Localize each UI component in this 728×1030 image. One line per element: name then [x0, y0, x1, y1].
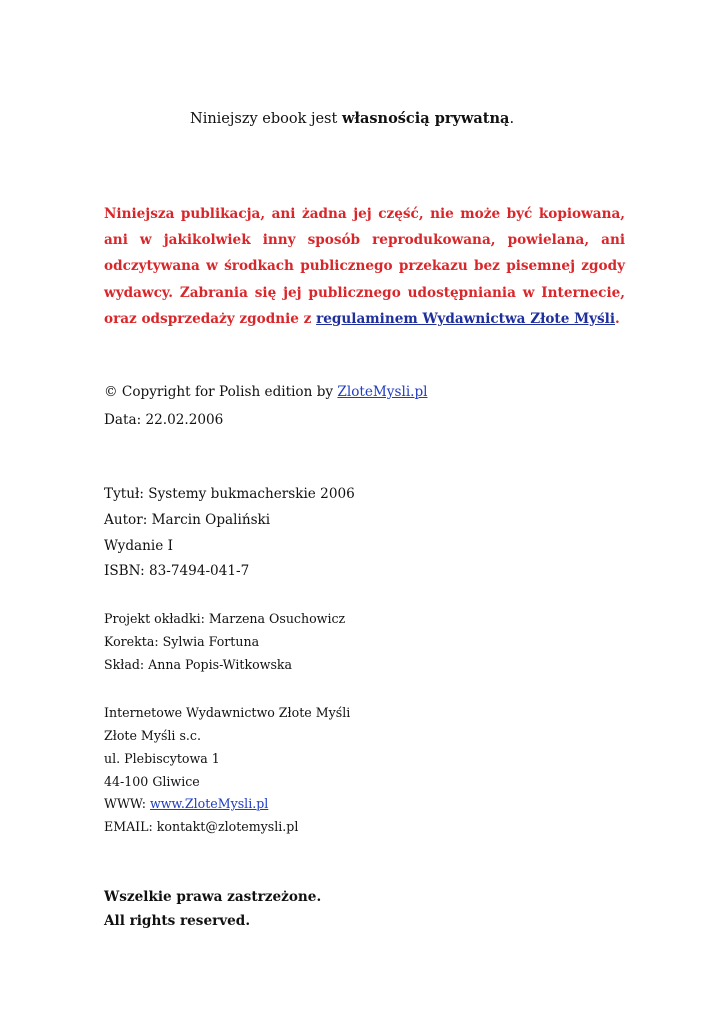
www-label: WWW:: [104, 796, 150, 811]
publisher-www: [104, 796, 268, 811]
rights-reserved-en: All rights reserved.: [104, 913, 251, 929]
zlotemysli-link[interactable]: ZloteMysli.pl: [337, 384, 428, 400]
copy-warning-suffix: .: [615, 310, 620, 327]
publication-date: Data: 22.02.2006: [104, 412, 224, 428]
rights-reserved-pl: Wszelkie prawa zastrzeżone.: [104, 889, 322, 905]
publisher-city: 44-100 Gliwice: [104, 774, 200, 789]
publisher-email: EMAIL: kontakt@zlotemysli.pl: [104, 819, 299, 834]
cover-design-credit: Projekt okładki: Marzena Osuchowicz: [104, 611, 346, 626]
copy-warning-text: Niniejsza publikacja, ani żadna jej część, nie może być kopiowana, ani w jakikolwiek inny sposób reprodukowana, powielana, ani odczytywana w środkach publicznego przekazu bez pisemnej zgody wydawcy. Zabrania się jej publicznego udostępniania w Internecie, oraz odsprzedaży zgodnie z: [104, 206, 625, 327]
ownership-notice-prefix: Niniejszy ebook jest: [190, 111, 342, 127]
copyright-prefix: © Copyright for Polish edition by: [104, 384, 338, 400]
publisher-terms-link[interactable]: regulaminem Wydawnictwa Złote Myśli: [316, 310, 615, 327]
ownership-notice-bold: własnością prywatną: [341, 110, 510, 127]
book-isbn: ISBN: 83-7494-041-7: [104, 563, 250, 579]
publisher-name: Internetowe Wydawnictwo Złote Myśli: [104, 705, 351, 720]
ownership-notice: [190, 110, 514, 127]
publisher-company: Złote Myśli s.c.: [104, 728, 201, 743]
publisher-website-link[interactable]: www.ZloteMysli.pl: [149, 796, 269, 811]
copyright-line: [104, 384, 428, 400]
typesetting-credit: Skład: Anna Popis-Witkowska: [104, 657, 293, 672]
book-title: Tytuł: Systemy bukmacherskie 2006: [104, 486, 355, 502]
publisher-street: ul. Plebiscytowa 1: [104, 751, 220, 766]
ownership-notice-suffix: .: [509, 111, 515, 127]
proofreading-credit: Korekta: Sylwia Fortuna: [104, 634, 260, 649]
copy-warning-paragraph: [104, 201, 625, 332]
book-edition: Wydanie I: [104, 538, 173, 554]
book-author: Autor: Marcin Opaliński: [104, 512, 271, 528]
